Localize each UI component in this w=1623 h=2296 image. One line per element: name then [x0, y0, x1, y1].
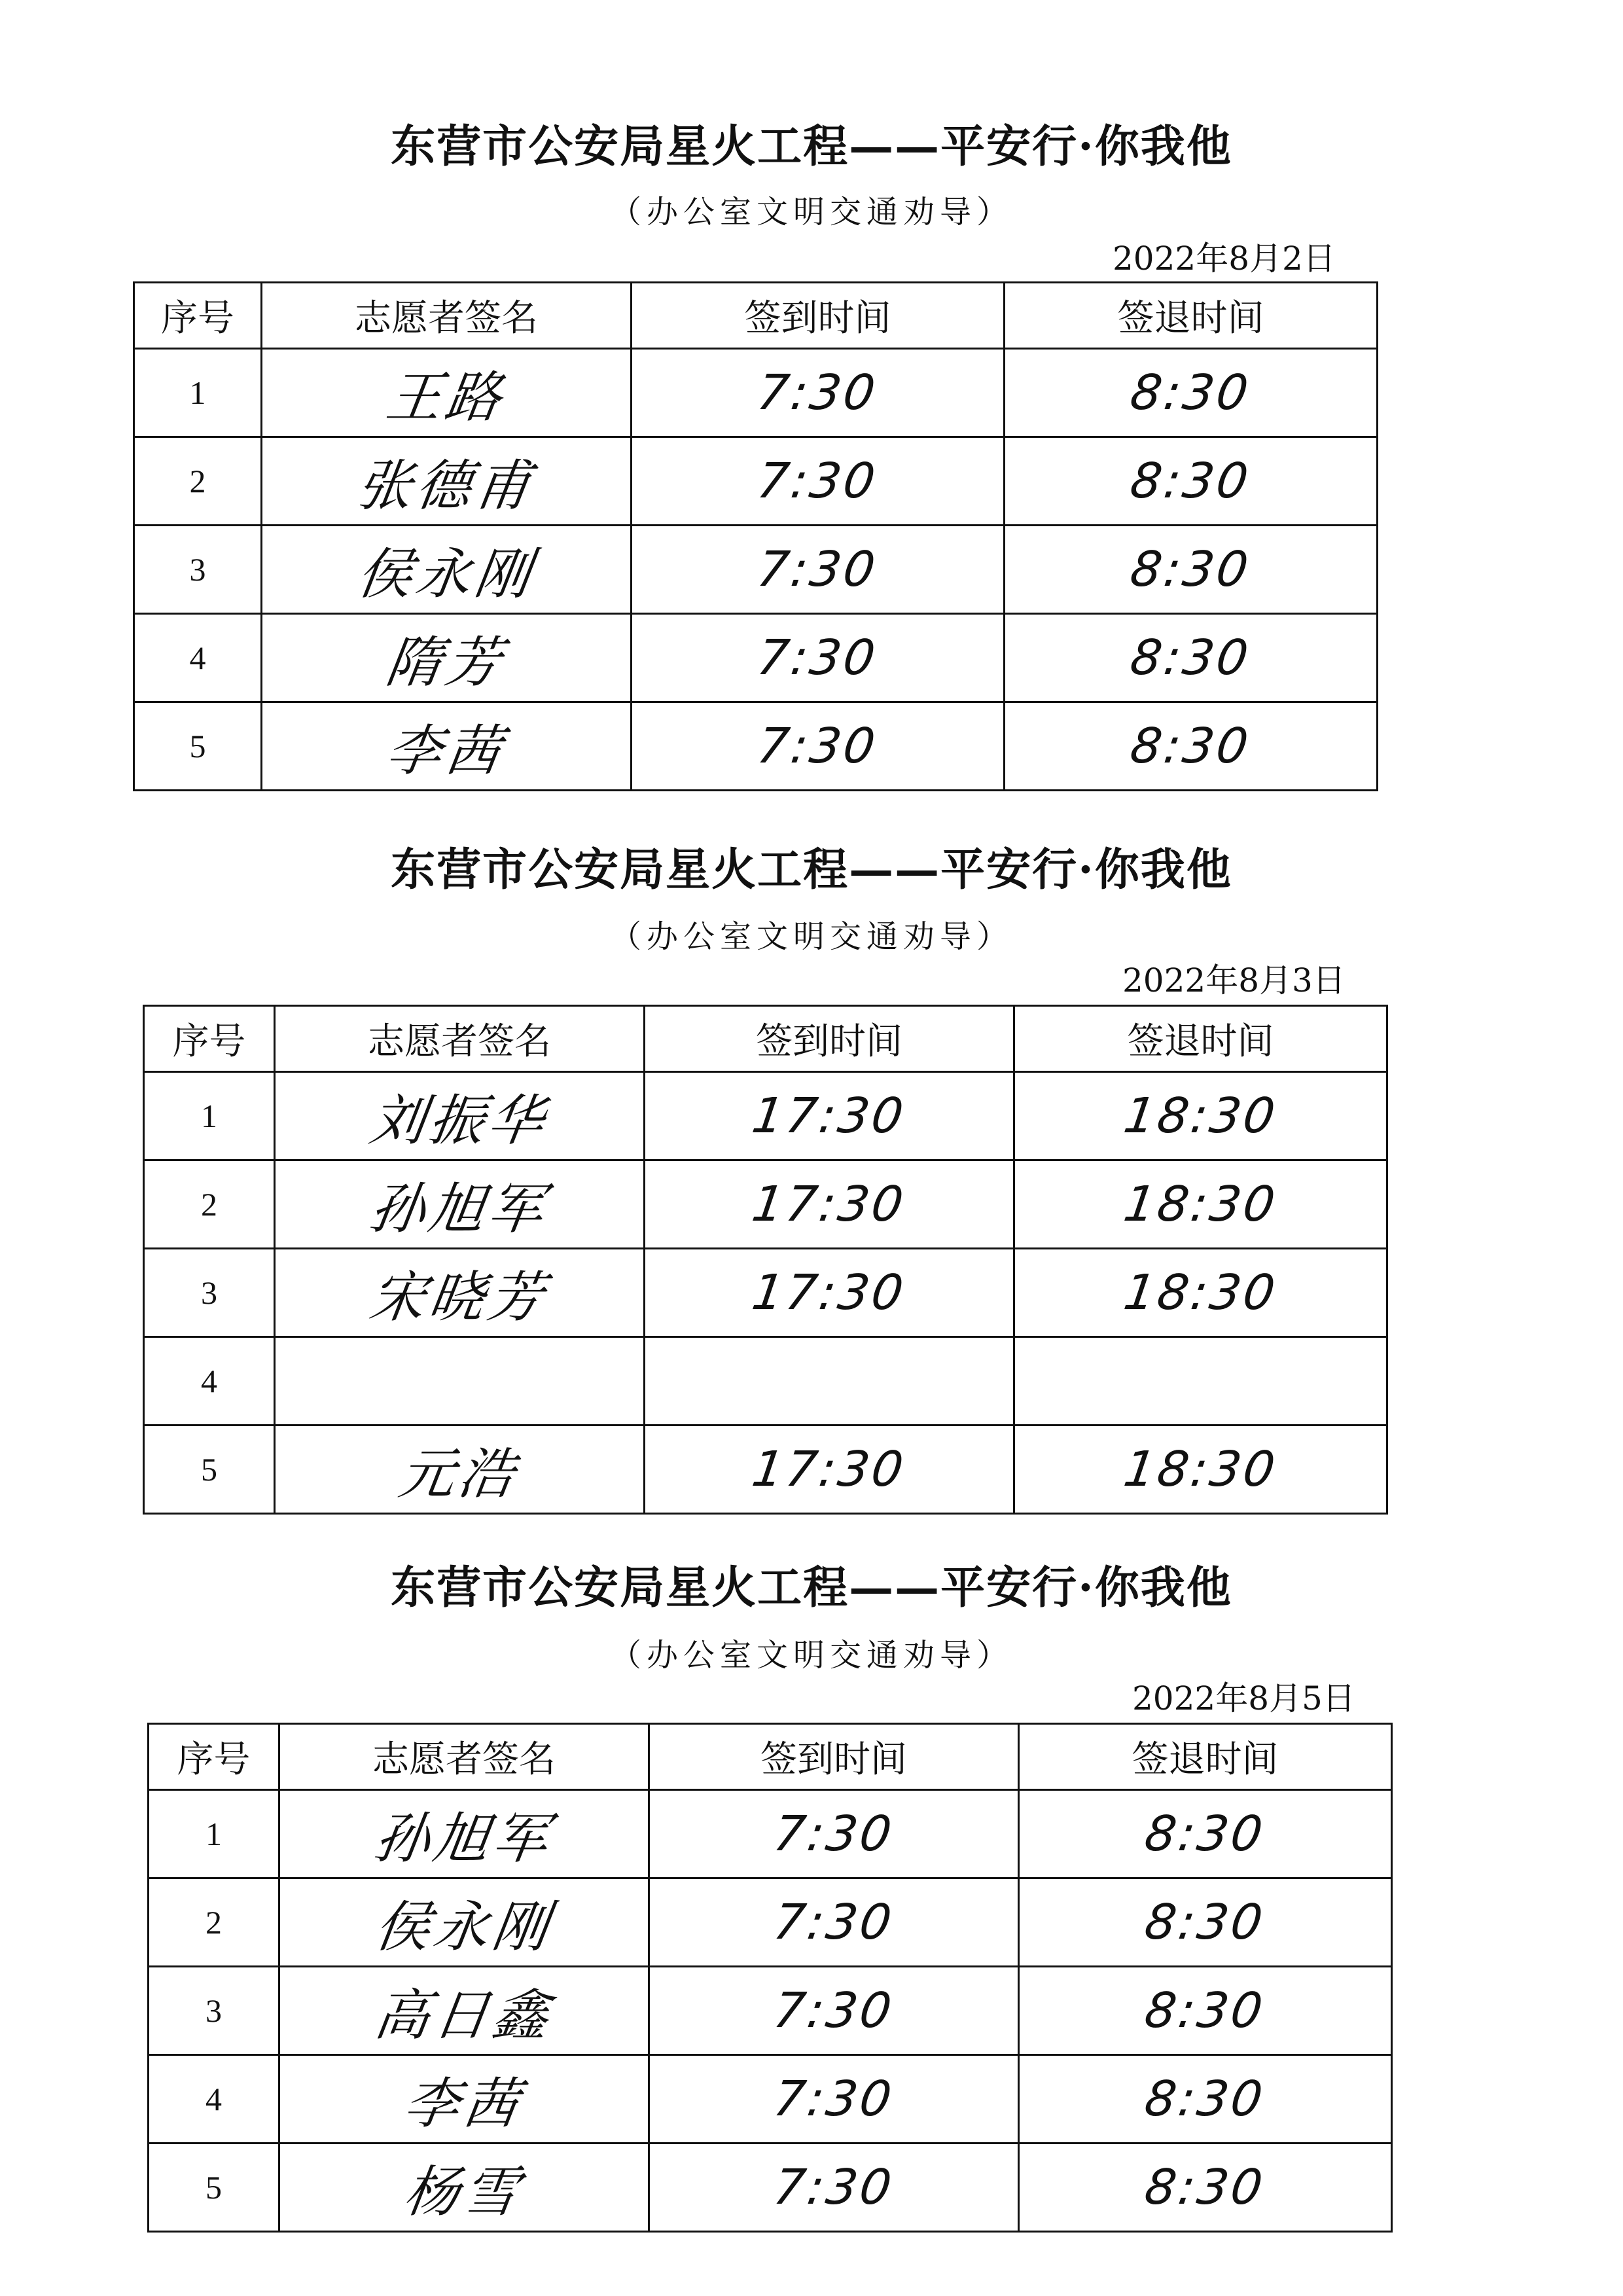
header-index: 序号 — [134, 283, 262, 349]
row-index: 3 — [144, 1249, 275, 1337]
table-row — [134, 702, 1378, 791]
row-index: 4 — [149, 2055, 279, 2144]
checkout-time: 8:30 — [1019, 1967, 1392, 2055]
volunteer-signature: 孙旭军 — [279, 1790, 649, 1878]
table-row — [144, 1072, 1387, 1160]
checkin-time: 7:30 — [632, 526, 1005, 614]
checkin-time: 17:30 — [645, 1426, 1014, 1514]
checkin-time: 17:30 — [645, 1072, 1014, 1160]
checkin-time: 7:30 — [649, 1878, 1019, 1967]
sign-in-table-1 — [133, 281, 1378, 791]
sign-in-table-3 — [147, 1723, 1393, 2233]
header-signature: 志愿者签名 — [279, 1724, 649, 1790]
table-row — [149, 2144, 1392, 2232]
checkout-time: 8:30 — [1005, 702, 1378, 791]
checkout-time: 8:30 — [1019, 2144, 1392, 2232]
checkin-time: 7:30 — [632, 437, 1005, 526]
table-row — [134, 349, 1378, 437]
volunteer-signature: 侯永刚 — [279, 1878, 649, 1967]
checkin-time: 7:30 — [632, 614, 1005, 702]
checkin-time: 7:30 — [649, 1790, 1019, 1878]
row-index: 4 — [134, 614, 262, 702]
section-2-date: 2022年8月3日 — [1122, 961, 1346, 999]
row-index: 5 — [149, 2144, 279, 2232]
section-2-title: 东营市公安局星火工程——平安行·你我他 — [391, 844, 1232, 896]
table-header-row — [149, 1724, 1392, 1790]
checkin-time: 17:30 — [645, 1160, 1014, 1249]
volunteer-signature: 刘振华 — [275, 1072, 645, 1160]
table-row — [134, 526, 1378, 614]
checkin-time: 7:30 — [649, 2144, 1019, 2232]
table-header-row — [134, 283, 1378, 349]
checkout-time: 8:30 — [1019, 1790, 1392, 1878]
checkout-time: 18:30 — [1014, 1160, 1387, 1249]
volunteer-signature: 李茜 — [279, 2055, 649, 2144]
section-1-subtitle: （办公室文明交通劝导） — [609, 194, 1013, 230]
checkout-time: 8:30 — [1005, 526, 1378, 614]
row-index: 1 — [144, 1072, 275, 1160]
table-row — [134, 614, 1378, 702]
checkout-time: 8:30 — [1005, 614, 1378, 702]
checkout-time: 8:30 — [1019, 2055, 1392, 2144]
checkin-time: 7:30 — [632, 349, 1005, 437]
row-index: 1 — [134, 349, 262, 437]
checkout-time: 8:30 — [1019, 1878, 1392, 1967]
row-index: 3 — [134, 526, 262, 614]
table-header-row — [144, 1006, 1387, 1072]
volunteer-signature: 王路 — [262, 349, 632, 437]
checkout-time: 8:30 — [1005, 349, 1378, 437]
volunteer-signature: 张德甫 — [262, 437, 632, 526]
checkin-time: 7:30 — [632, 702, 1005, 791]
checkout-time — [1014, 1337, 1387, 1426]
checkout-time: 8:30 — [1005, 437, 1378, 526]
volunteer-signature: 元浩 — [275, 1426, 645, 1514]
checkin-time — [645, 1337, 1014, 1426]
table-row — [149, 1878, 1392, 1967]
volunteer-signature: 李茜 — [262, 702, 632, 791]
header-checkin: 签到时间 — [649, 1724, 1019, 1790]
header-signature: 志愿者签名 — [275, 1006, 645, 1072]
section-3-title: 东营市公安局星火工程——平安行·你我他 — [391, 1562, 1232, 1614]
header-checkin: 签到时间 — [632, 283, 1005, 349]
header-checkout: 签退时间 — [1019, 1724, 1392, 1790]
header-index: 序号 — [144, 1006, 275, 1072]
sign-in-table-2 — [143, 1005, 1388, 1515]
row-index: 2 — [134, 437, 262, 526]
volunteer-signature: 侯永刚 — [262, 526, 632, 614]
section-3-date: 2022年8月5日 — [1132, 1679, 1355, 1717]
header-checkin: 签到时间 — [645, 1006, 1014, 1072]
section-2-subtitle: （办公室文明交通劝导） — [609, 918, 1013, 955]
header-signature: 志愿者签名 — [262, 283, 632, 349]
volunteer-signature: 孙旭军 — [275, 1160, 645, 1249]
checkin-time: 7:30 — [649, 2055, 1019, 2144]
volunteer-signature: 高日鑫 — [279, 1967, 649, 2055]
table-row — [134, 437, 1378, 526]
table-row — [149, 2055, 1392, 2144]
row-index: 4 — [144, 1337, 275, 1426]
table-row — [149, 1790, 1392, 1878]
row-index: 2 — [144, 1160, 275, 1249]
row-index: 2 — [149, 1878, 279, 1967]
row-index: 5 — [134, 702, 262, 791]
header-checkout: 签退时间 — [1014, 1006, 1387, 1072]
header-index: 序号 — [149, 1724, 279, 1790]
table-row — [144, 1160, 1387, 1249]
header-checkout: 签退时间 — [1005, 283, 1378, 349]
section-3-subtitle: （办公室文明交通劝导） — [609, 1637, 1013, 1674]
table-row — [149, 1967, 1392, 2055]
row-index: 3 — [149, 1967, 279, 2055]
volunteer-signature: 杨雪 — [279, 2144, 649, 2232]
checkout-time: 18:30 — [1014, 1426, 1387, 1514]
volunteer-signature: 隋芳 — [262, 614, 632, 702]
section-1-date: 2022年8月2日 — [1113, 240, 1336, 278]
volunteer-signature — [275, 1337, 645, 1426]
section-1-title: 东营市公安局星火工程——平安行·你我他 — [391, 120, 1232, 173]
volunteer-signature: 宋晓芳 — [275, 1249, 645, 1337]
row-index: 1 — [149, 1790, 279, 1878]
checkin-time: 17:30 — [645, 1249, 1014, 1337]
checkout-time: 18:30 — [1014, 1249, 1387, 1337]
table-row — [144, 1337, 1387, 1426]
row-index: 5 — [144, 1426, 275, 1514]
checkin-time: 7:30 — [649, 1967, 1019, 2055]
checkout-time: 18:30 — [1014, 1072, 1387, 1160]
table-row — [144, 1249, 1387, 1337]
table-row — [144, 1426, 1387, 1514]
